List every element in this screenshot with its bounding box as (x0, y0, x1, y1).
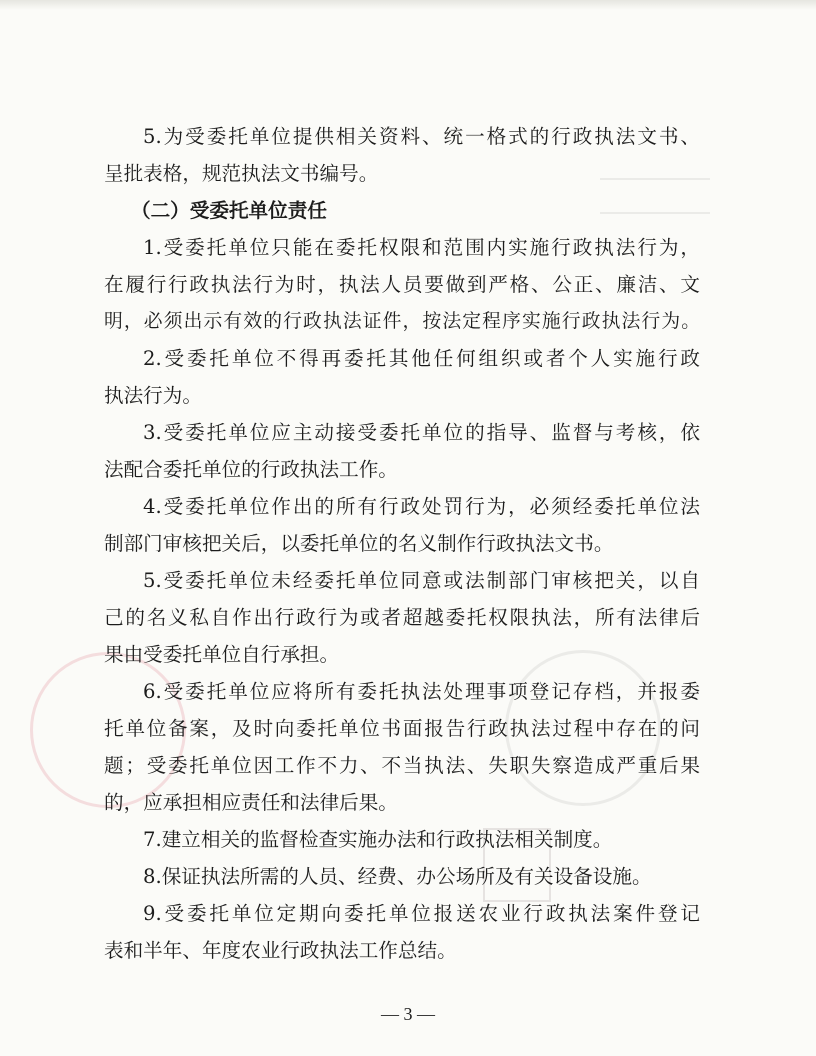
paragraph-line: 5.受委托单位未经委托单位同意或法制部门审核把关，以自 (143, 569, 700, 592)
paragraph-line: 5.为受委托单位提供相关资料、统一格式的行政执法文书、 (143, 125, 700, 148)
document-body (104, 118, 700, 969)
paragraph-line: 题；受委托单位因工作不力、不当执法、失职失察造成严重后果 (104, 754, 700, 777)
paragraph-line: 在履行行政执法行为时，执法人员要做到严格、公正、廉洁、文 (104, 273, 700, 296)
paragraph-line: 6.受委托单位应将所有委托执法处理事项登记存档，并报委 (143, 680, 700, 703)
paragraph-line: 果由受委托单位自行承担。 (104, 643, 340, 666)
paragraph-line: 9.受委托单位定期向委托单位报送农业行政执法案件登记 (143, 902, 700, 925)
paragraph-line: 呈批表格，规范执法文书编号。 (104, 162, 379, 185)
page-number: — 3 — (381, 1004, 435, 1024)
paragraph-line: 8.保证执法所需的人员、经费、办公场所及有关设备设施。 (143, 865, 652, 888)
paragraph-line: 明，必须出示有效的行政执法证件，按法定程序实施行政执法行为。 (104, 311, 700, 332)
paragraph-line: 表和半年、年度农业行政执法工作总结。 (104, 939, 457, 962)
paragraph-line: 托单位备案，及时向委托单位书面报告行政执法过程中存在的问 (104, 717, 700, 740)
paragraph-line: 执法行为。 (104, 384, 202, 407)
paragraph-line: 3.受委托单位应主动接受委托单位的指导、监督与考核，依 (143, 421, 700, 444)
scan-edge (0, 0, 816, 10)
paragraph-line: 7.建立相关的监督检查实施办法和行政执法相关制度。 (143, 828, 613, 851)
paragraph-line: 2.受委托单位不得再委托其他任何组织或者个人实施行政 (143, 347, 700, 370)
paragraph-line: 4.受委托单位作出的所有行政处罚行为，必须经委托单位法 (143, 495, 700, 518)
paragraph-line: 1.受委托单位只能在委托权限和范围内实施行政执法行为， (143, 236, 700, 259)
paragraph-line: 的，应承担相应责任和法律后果。 (104, 791, 398, 814)
paragraph-line: 制部门审核把关后，以委托单位的名义制作行政执法文书。 (104, 532, 614, 555)
paragraph-line: 法配合委托单位的行政执法工作。 (104, 458, 398, 481)
paragraph-line: 己的名义私自作出行政行为或者超越委托权限执法，所有法律后 (104, 606, 700, 629)
section-heading: （二）受委托单位责任 (131, 199, 327, 222)
